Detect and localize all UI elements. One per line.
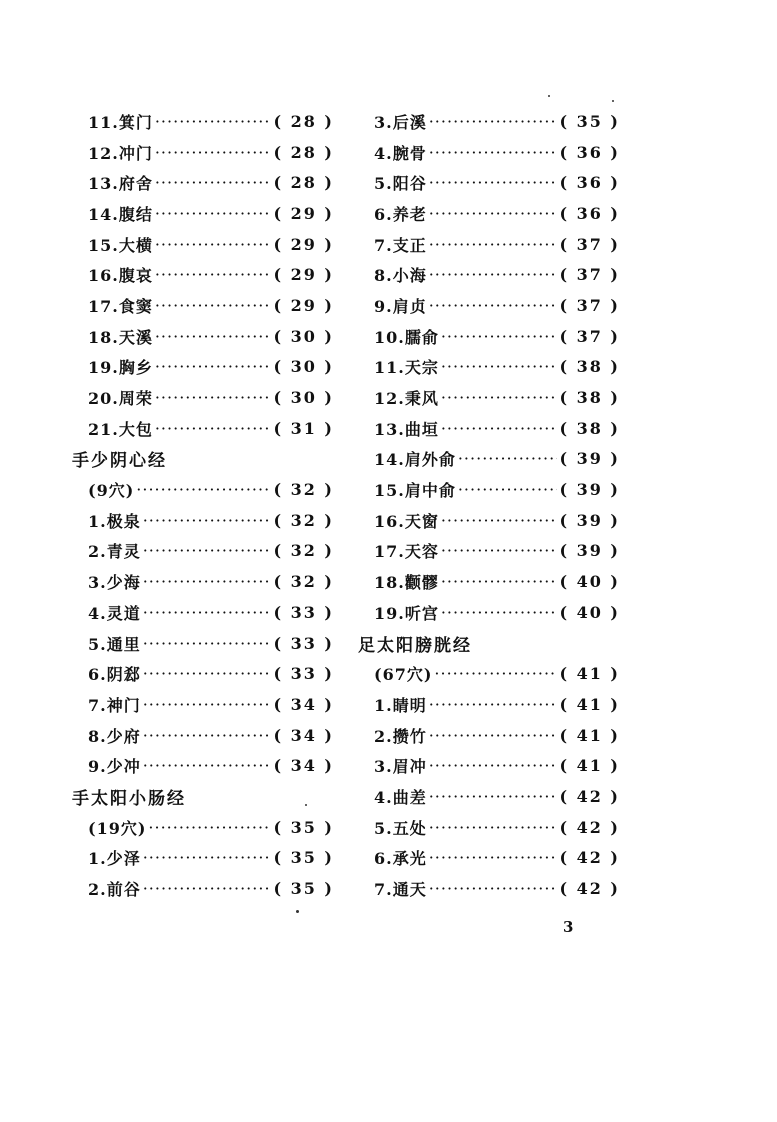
entry-page-ref: ( 30 ) — [273, 388, 334, 408]
toc-entry — [72, 198, 334, 229]
entry-label: 9.少冲 — [88, 757, 141, 777]
dot-leader — [143, 634, 272, 653]
dot-leader — [441, 357, 558, 376]
toc-entry — [358, 229, 620, 260]
entry-label: 6.承光 — [374, 849, 427, 869]
entry-label: 1.少泽 — [88, 849, 141, 869]
toc-entry — [358, 167, 620, 198]
entry-page-ref: ( 38 ) — [559, 357, 620, 377]
dot-leader — [429, 265, 558, 284]
toc-entry — [72, 812, 334, 843]
toc-entry — [358, 413, 620, 444]
entry-label: 9.肩贞 — [374, 296, 427, 316]
dot-leader — [429, 296, 558, 315]
entry-page-ref: ( 39 ) — [559, 510, 620, 530]
dot-leader — [143, 511, 272, 530]
toc-entry — [72, 628, 334, 659]
page-number: 3 — [563, 918, 574, 936]
dot-leader — [434, 664, 557, 683]
entry-label: 20.周荣 — [88, 389, 153, 409]
toc-entry — [72, 352, 334, 383]
entry-page-ref: ( 35 ) — [559, 111, 620, 131]
entry-label: 4.灵道 — [88, 603, 141, 623]
entry-label: 17.天容 — [374, 542, 439, 562]
toc-entry — [358, 812, 620, 843]
toc-entry — [358, 474, 620, 505]
scan-speck — [305, 804, 307, 806]
entry-page-ref: ( 29 ) — [273, 203, 334, 223]
entry-label: 8.小海 — [374, 266, 427, 286]
entry-page-ref: ( 41 ) — [559, 756, 620, 776]
dot-leader — [441, 388, 558, 407]
entry-page-ref: ( 29 ) — [273, 265, 334, 285]
dot-leader — [441, 603, 558, 622]
entry-page-ref: ( 30 ) — [273, 357, 334, 377]
entry-label: 4.曲差 — [374, 787, 427, 807]
entry-page-ref: ( 34 ) — [273, 725, 334, 745]
dot-leader — [441, 541, 558, 560]
entry-label: 10.臑俞 — [374, 327, 439, 347]
toc-entry — [358, 750, 620, 781]
dot-leader — [155, 235, 272, 254]
entry-label: (9穴) — [88, 481, 135, 501]
entry-page-ref: ( 29 ) — [273, 295, 334, 315]
entry-label: 8.少府 — [88, 726, 141, 746]
toc-entry — [358, 106, 620, 137]
toc-entry — [358, 781, 620, 812]
toc-entry — [358, 566, 620, 597]
dot-leader — [143, 664, 272, 683]
dot-leader — [155, 327, 272, 346]
entry-label: 17.食窦 — [88, 296, 153, 316]
entry-label: 15.肩中俞 — [374, 481, 456, 501]
entry-page-ref: ( 41 ) — [559, 694, 620, 714]
toc-entry — [358, 444, 620, 475]
toc-entry — [72, 566, 334, 597]
toc-entry — [72, 229, 334, 260]
entry-page-ref: ( 34 ) — [273, 694, 334, 714]
dot-leader — [155, 143, 272, 162]
toc-entry — [72, 290, 334, 321]
entry-label: 3.眉冲 — [374, 757, 427, 777]
dot-leader — [429, 204, 558, 223]
toc-entry — [72, 843, 334, 874]
entry-page-ref: ( 28 ) — [273, 173, 334, 193]
entry-page-ref: ( 33 ) — [273, 633, 334, 653]
toc-entry — [358, 720, 620, 751]
entry-page-ref: ( 32 ) — [273, 572, 334, 592]
entry-page-ref: ( 39 ) — [559, 541, 620, 561]
dot-leader — [143, 572, 272, 591]
toc-entry — [358, 198, 620, 229]
entry-page-ref: ( 35 ) — [273, 879, 334, 899]
entry-label: 19.胸乡 — [88, 358, 153, 378]
toc-entry — [358, 137, 620, 168]
dot-leader — [143, 756, 272, 775]
entry-page-ref: ( 37 ) — [559, 326, 620, 346]
entry-page-ref: ( 30 ) — [273, 326, 334, 346]
entry-label: 13.曲垣 — [374, 419, 439, 439]
dot-leader — [429, 879, 558, 898]
dot-leader — [429, 173, 558, 192]
entry-page-ref: ( 36 ) — [559, 203, 620, 223]
entry-label: 5.通里 — [88, 634, 141, 654]
dot-leader — [429, 818, 558, 837]
entry-page-ref: ( 42 ) — [559, 817, 620, 837]
entry-page-ref: ( 37 ) — [559, 295, 620, 315]
entry-label: 5.阳谷 — [374, 174, 427, 194]
toc-entry — [72, 873, 334, 904]
entry-page-ref: ( 31 ) — [273, 418, 334, 438]
entry-label: 2.青灵 — [88, 542, 141, 562]
entry-label: 16.腹哀 — [88, 266, 153, 286]
toc-entry — [72, 413, 334, 444]
entry-label: 16.天窗 — [374, 511, 439, 531]
entry-page-ref: ( 29 ) — [273, 234, 334, 254]
toc-entry — [358, 382, 620, 413]
toc-entry — [72, 321, 334, 352]
dot-leader — [143, 541, 272, 560]
entry-label: 1.极泉 — [88, 511, 141, 531]
entry-label: 12.秉风 — [374, 389, 439, 409]
entry-page-ref: ( 42 ) — [559, 786, 620, 806]
entry-page-ref: ( 39 ) — [559, 480, 620, 500]
scan-speck — [612, 100, 614, 102]
entry-page-ref: ( 38 ) — [559, 388, 620, 408]
toc-entry — [72, 106, 334, 137]
entry-label: 3.少海 — [88, 573, 141, 593]
dot-leader — [429, 112, 558, 131]
entry-page-ref: ( 37 ) — [559, 265, 620, 285]
entry-label: 4.腕骨 — [374, 143, 427, 163]
entry-label: 18.天溪 — [88, 327, 153, 347]
toc-entry — [358, 290, 620, 321]
dot-leader — [155, 388, 272, 407]
toc-entry — [72, 137, 334, 168]
entry-label: 2.攒竹 — [374, 726, 427, 746]
toc-entry — [72, 382, 334, 413]
entry-label: 13.府舍 — [88, 174, 153, 194]
entry-label: 11.天宗 — [374, 358, 439, 378]
entry-page-ref: ( 41 ) — [559, 664, 620, 684]
dot-leader — [441, 327, 558, 346]
entry-page-ref: ( 35 ) — [273, 848, 334, 868]
entry-label: 12.冲门 — [88, 143, 153, 163]
toc-entry — [358, 321, 620, 352]
entry-label: 7.通天 — [374, 880, 427, 900]
entry-label: 3.后溪 — [374, 112, 427, 132]
dot-leader — [458, 480, 558, 499]
toc-entry — [358, 505, 620, 536]
dot-leader — [155, 265, 272, 284]
toc-entry — [72, 536, 334, 567]
entry-label: 1.睛明 — [374, 695, 427, 715]
toc-entry — [72, 720, 334, 751]
entry-page-ref: ( 42 ) — [559, 879, 620, 899]
dot-leader — [441, 572, 558, 591]
entry-label: 7.支正 — [374, 235, 427, 255]
entry-page-ref: ( 38 ) — [559, 418, 620, 438]
entry-page-ref: ( 32 ) — [273, 480, 334, 500]
entry-page-ref: ( 28 ) — [273, 111, 334, 131]
toc-entry — [358, 689, 620, 720]
dot-leader — [143, 695, 272, 714]
section-heading: 手少阴心经 — [72, 451, 167, 472]
dot-leader — [429, 848, 558, 867]
entry-page-ref: ( 33 ) — [273, 664, 334, 684]
section-heading: 足太阳膀胱经 — [358, 635, 472, 656]
entry-page-ref: ( 28 ) — [273, 142, 334, 162]
entry-label: 7.神门 — [88, 695, 141, 715]
scan-speck — [296, 910, 299, 913]
toc-entry — [72, 167, 334, 198]
dot-leader — [458, 449, 558, 468]
toc-entry — [72, 474, 334, 505]
dot-leader — [155, 419, 272, 438]
dot-leader — [136, 480, 271, 499]
toc-entry — [358, 843, 620, 874]
entry-label: 6.阴郄 — [88, 665, 141, 685]
toc-entry — [72, 259, 334, 290]
dot-leader — [155, 357, 272, 376]
entry-page-ref: ( 39 ) — [559, 449, 620, 469]
dot-leader — [441, 419, 558, 438]
dot-leader — [429, 756, 558, 775]
entry-page-ref: ( 42 ) — [559, 848, 620, 868]
dot-leader — [155, 173, 272, 192]
dot-leader — [429, 726, 558, 745]
entry-page-ref: ( 33 ) — [273, 602, 334, 622]
entry-label: (19穴) — [88, 818, 147, 838]
entry-page-ref: ( 36 ) — [559, 173, 620, 193]
entry-label: 14.腹结 — [88, 204, 153, 224]
dot-leader — [143, 879, 272, 898]
toc-entry — [72, 689, 334, 720]
toc-entry — [358, 658, 620, 689]
entry-label: 21.大包 — [88, 419, 153, 439]
entry-page-ref: ( 34 ) — [273, 756, 334, 776]
toc-column-right — [358, 106, 620, 904]
entry-page-ref: ( 35 ) — [273, 817, 334, 837]
dot-leader — [143, 603, 272, 622]
toc-entry — [72, 658, 334, 689]
entry-page-ref: ( 40 ) — [559, 572, 620, 592]
dot-leader — [155, 204, 272, 223]
dot-leader — [429, 787, 558, 806]
dot-leader — [429, 143, 558, 162]
entry-page-ref: ( 40 ) — [559, 602, 620, 622]
toc-column-left — [72, 106, 334, 904]
entry-page-ref: ( 41 ) — [559, 725, 620, 745]
entry-page-ref: ( 36 ) — [559, 142, 620, 162]
dot-leader — [155, 112, 272, 131]
entry-page-ref: ( 32 ) — [273, 510, 334, 530]
dot-leader — [143, 848, 272, 867]
entry-page-ref: ( 32 ) — [273, 541, 334, 561]
toc-entry — [72, 505, 334, 536]
toc-entry — [358, 259, 620, 290]
toc-entry — [358, 873, 620, 904]
toc-entry — [72, 597, 334, 628]
section-heading: 手太阳小肠经 — [72, 788, 186, 809]
dot-leader — [429, 235, 558, 254]
entry-label: 19.听宫 — [374, 603, 439, 623]
entry-label: 11.箕门 — [88, 112, 153, 132]
entry-label: 2.前谷 — [88, 880, 141, 900]
toc-entry — [72, 750, 334, 781]
toc-entry — [358, 597, 620, 628]
dot-leader — [155, 296, 272, 315]
entry-label: (67穴) — [374, 665, 433, 685]
entry-label: 18.颧髎 — [374, 573, 439, 593]
scan-speck — [548, 95, 550, 97]
dot-leader — [429, 695, 558, 714]
entry-page-ref: ( 37 ) — [559, 234, 620, 254]
entry-label: 15.大横 — [88, 235, 153, 255]
entry-label: 14.肩外俞 — [374, 450, 456, 470]
dot-leader — [143, 726, 272, 745]
entry-label: 6.养老 — [374, 204, 427, 224]
dot-leader — [148, 818, 271, 837]
dot-leader — [441, 511, 558, 530]
toc-entry — [358, 352, 620, 383]
entry-label: 5.五处 — [374, 818, 427, 838]
toc-entry — [358, 536, 620, 567]
